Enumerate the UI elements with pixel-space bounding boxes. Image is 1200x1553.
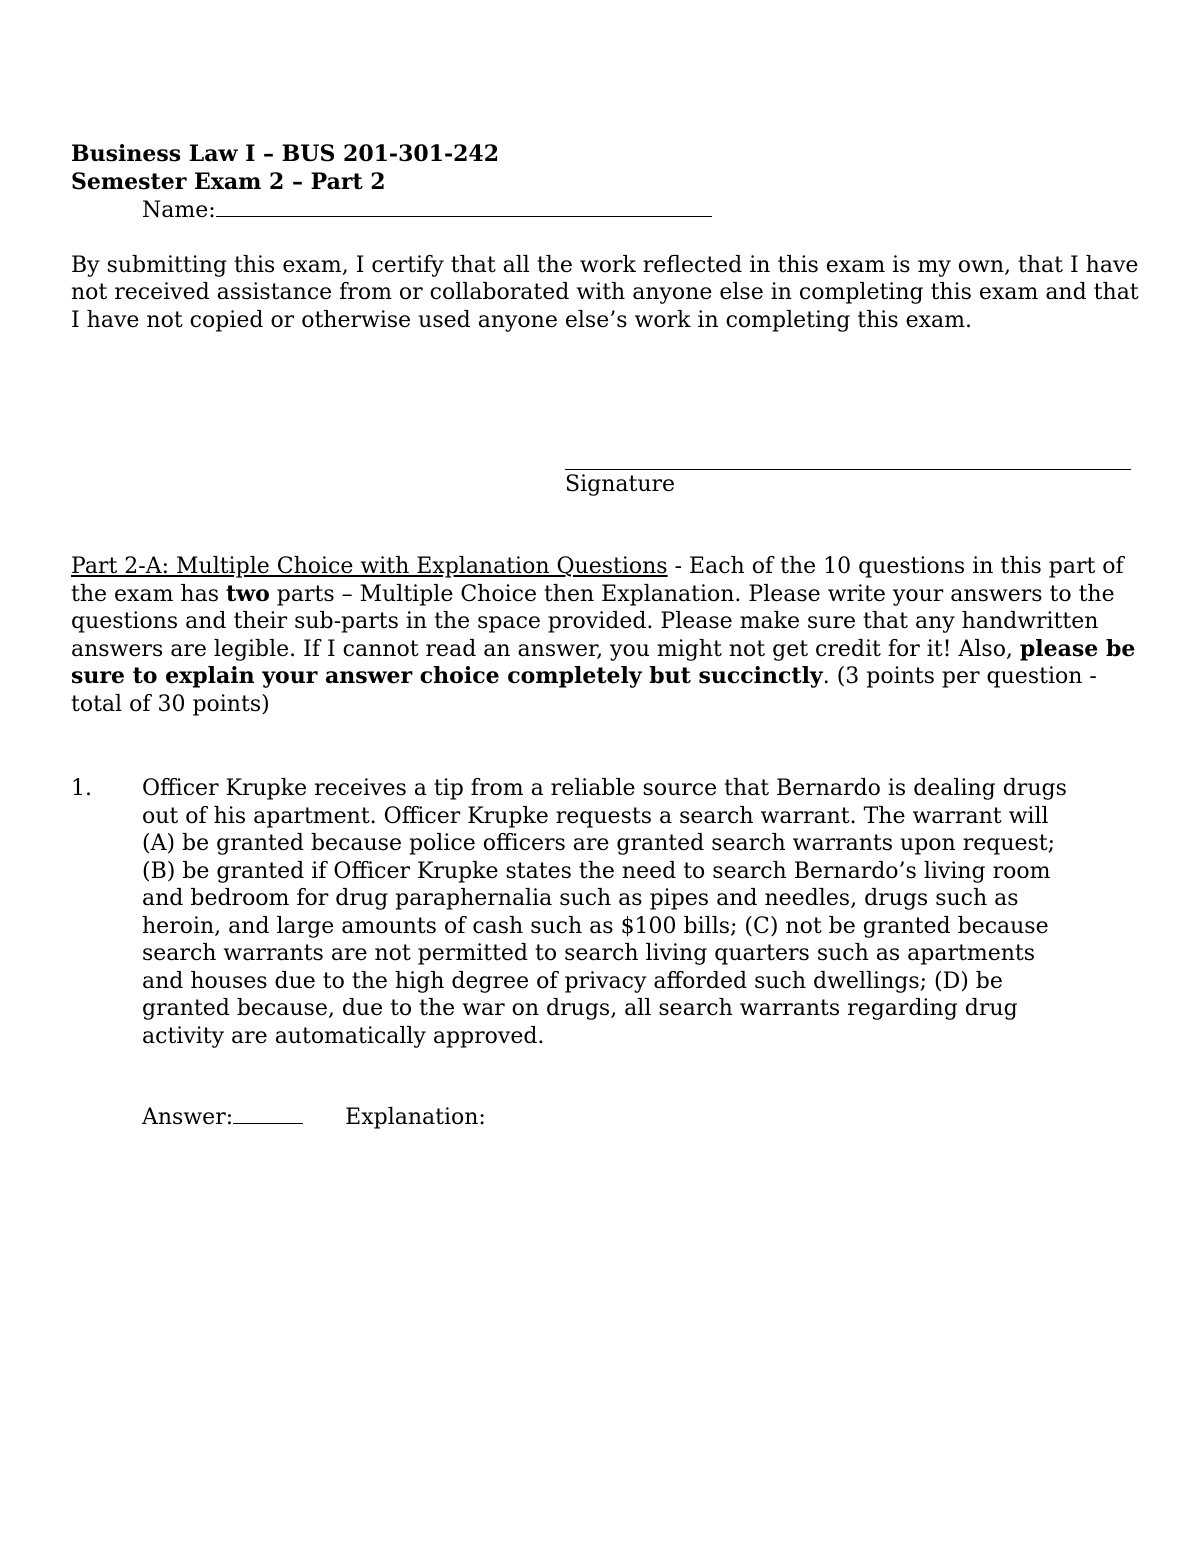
question-text: Officer Krupke receives a tip from a reliable source that Bernardo is dealing drugs out of his apartment. Officer Krupke requests a search warrant. The warrant will (A) be granted because police officers are granted search warrants upon request; (B) be granted if Officer Krupke states the need to search Bernardo’s living room and bedroom for drug paraphernalia such as pipes and needles, drugs such as heroin, and large amounts of cash such as $100 bills; (C) not be granted because search warrants are not permitted to search living quarters such as apartments and houses due to the high degree of privacy afforded such dwellings; (D) be granted because, due to the war on drugs, all search warrants regarding drug activity are automatically approved. <box>142 776 1067 1049</box>
part-a-heading: Part 2-A: Multiple Choice with Explanation Questions <box>71 554 668 579</box>
signature-field[interactable] <box>565 469 1131 470</box>
signature-block <box>565 469 1131 499</box>
answer-field[interactable] <box>233 1103 303 1124</box>
certification-statement: By submitting this exam, I certify that all the work reflected in this exam is my own, that I have not received assistance from or collaborated with anyone else in completing this exam and that I have not copied or otherwise used anyone else’s work in completing this exam. <box>71 252 1139 333</box>
name-row <box>71 196 1141 225</box>
part-a-text-3: . (3 points per question - total of 30 points) <box>71 664 1097 717</box>
question-number: 1. <box>71 776 92 801</box>
name-field[interactable] <box>216 196 712 217</box>
name-label: Name: <box>142 198 216 223</box>
part-a-bold-2: please be sure to explain your answer choice completely but succinctly <box>71 635 1136 689</box>
signature-label: Signature <box>565 472 676 497</box>
part-a-bold-1: two <box>226 580 270 607</box>
answer-label: Answer: <box>142 1105 234 1130</box>
part-a-text-2: parts – Multiple Choice then Explanation. Please write your answers to the questions and their sub-parts in the space provided. Please make sure that any handwritten answers are legible. If I cannot read an answer, you might not get credit for it! Also, <box>71 581 1115 662</box>
answer-row <box>142 1103 486 1132</box>
exam-title: Semester Exam 2 – Part 2 <box>71 168 386 195</box>
exam-page <box>71 141 1141 1130</box>
question-1 <box>71 775 1141 1050</box>
explanation-label: Explanation: <box>345 1105 486 1130</box>
course-title: Business Law I – BUS 201-301-242 <box>71 141 500 167</box>
part-a-instructions <box>71 553 1141 718</box>
part-a-text-1: - Each of the 10 questions in this part of the exam has <box>71 554 1124 607</box>
